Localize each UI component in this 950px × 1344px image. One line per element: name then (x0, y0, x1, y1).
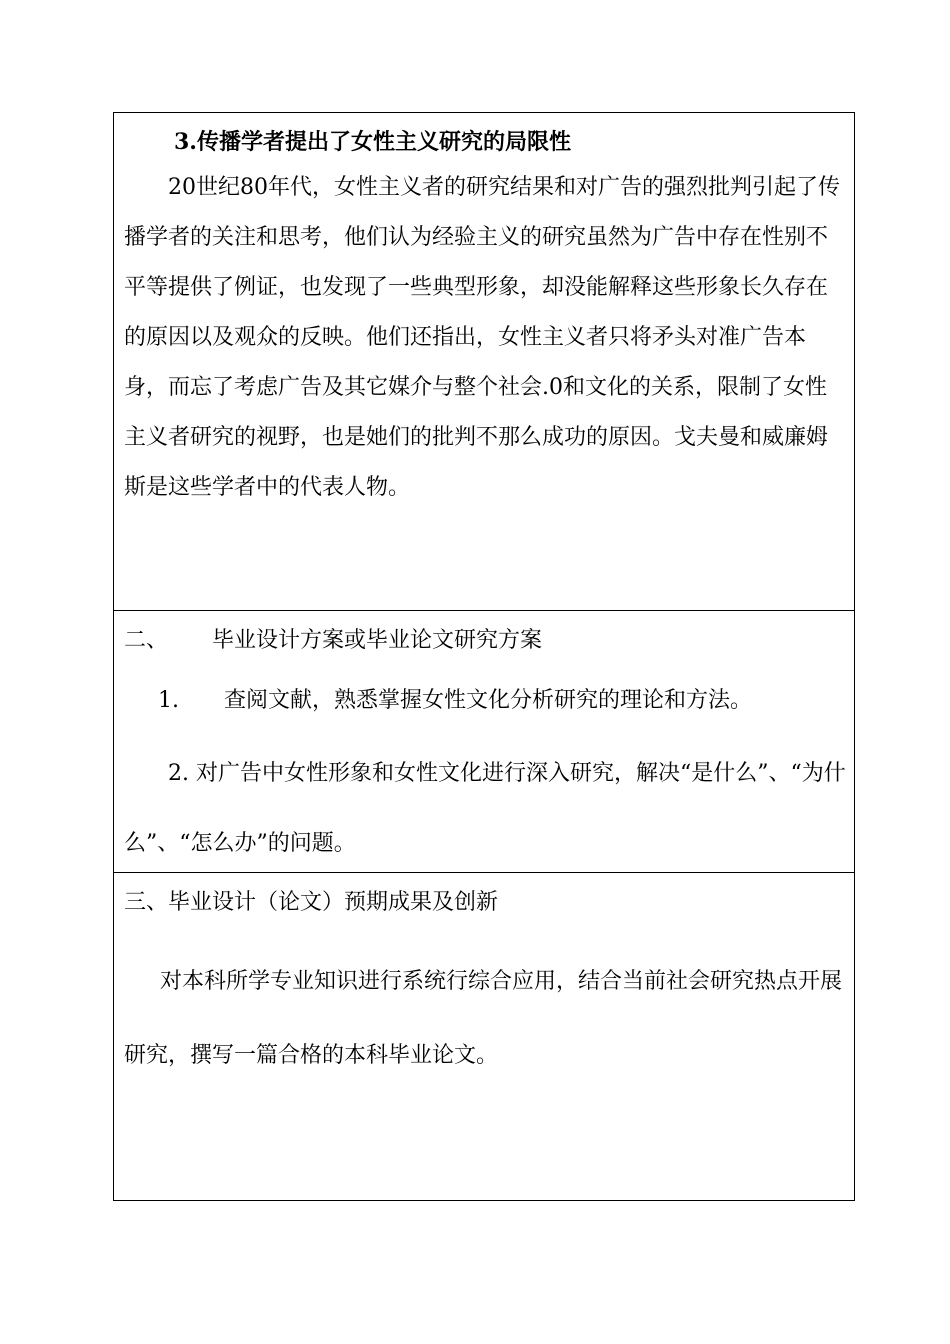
section-subheading: 3.传播学者提出了女性主义研究的局限性 (174, 129, 571, 155)
expected-outcome-section (114, 873, 854, 1200)
plan-item-1 (158, 683, 752, 714)
section-title-text: 毕业设计方案或毕业论文研究方案 (212, 628, 543, 653)
plan-item-number: 1. (158, 688, 179, 713)
research-plan-section (114, 611, 854, 873)
section-title: 三、毕业设计（论文）预期成果及创新 (124, 890, 499, 915)
feminism-limitations-section (114, 113, 854, 611)
section-number: 二、 (124, 628, 169, 653)
form-table (113, 112, 855, 1201)
body-paragraph: 对本科所学专业知识进行系统行综合应用，结合当前社会研究热点开展研究，撰写一篇合格的本科毕业论文。 (124, 969, 843, 1068)
section-title (124, 623, 542, 654)
body-paragraph: 20世纪80年代，女性主义者的研究结果和对广告的强烈批判引起了传播学者的关注和思考，他们认为经验主义的研究虽然为广告中存在性别不平等提供了例证，也发现了一些典型形象，却没能解释这些形象长久存在的原因以及观众的反映。他们还指出，女性主义者只将矛头对准广告本身，而忘了考虑广告及其它媒介与整个社会.0和文化的关系，限制了女性主义者研究的视野，也是她们的批判不那么成功的原因。戈夫曼和威廉姆斯是这些学者中的代表人物。 (124, 175, 840, 500)
plan-item-2: 2. 对广告中女性形象和女性文化进行深入研究，解决“是什么”、“为什么”、“怎么办”的问题。 (124, 761, 846, 856)
plan-item-text: 查阅文献，熟悉掌握女性文化分析研究的理论和方法。 (224, 688, 753, 713)
